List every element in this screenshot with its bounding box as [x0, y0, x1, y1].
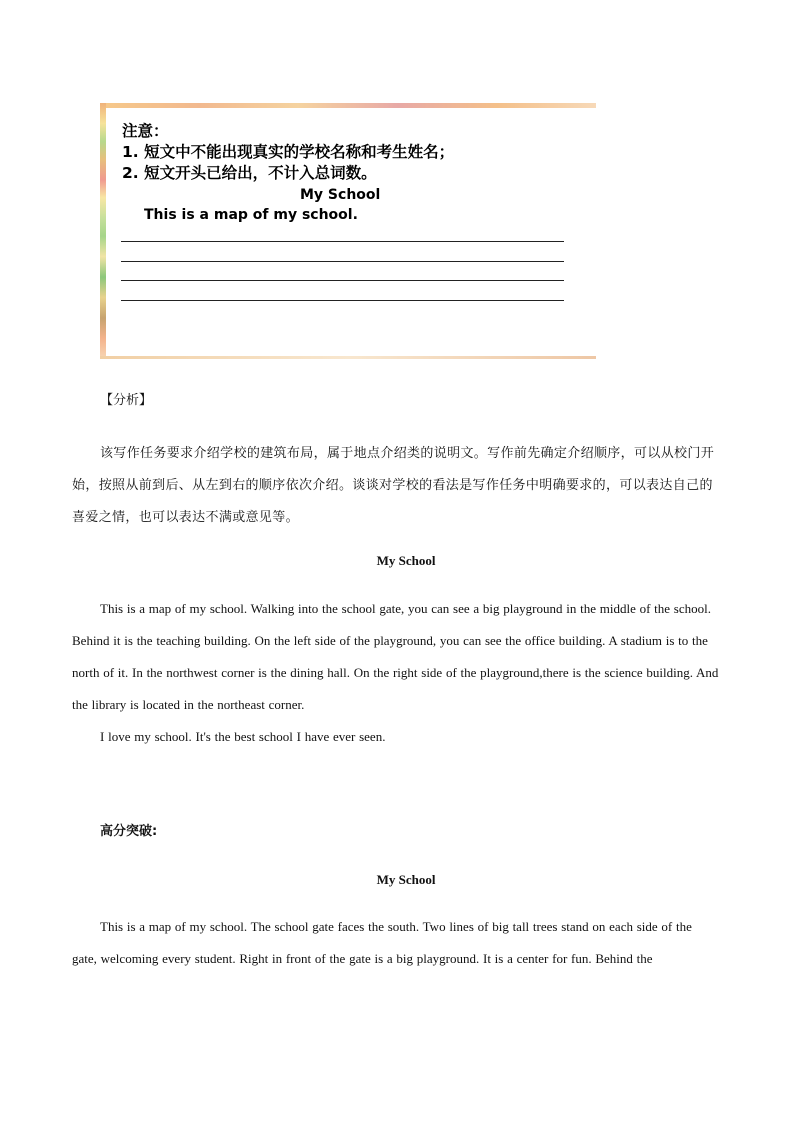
task-essay-title: My School [300, 187, 381, 203]
task-opening-sentence: This is a map of my school. [144, 207, 358, 223]
high-score-heading: 高分突破: [100, 824, 158, 839]
writing-task-image [100, 103, 596, 359]
analysis-paragraph: 该写作任务要求介绍学校的建筑布局，属于地点介绍类的说明文。写作前先确定介绍顺序，可以从校门开始，按照从前到后、从左到右的顺序依次介绍。谈谈对学校的看法是写作任务中明确要求的，可以表达自己的喜爱之情，也可以表达不满或意见等。 [72, 446, 715, 525]
decorative-bottom-border [100, 356, 596, 359]
notes-heading: 注意： [122, 122, 169, 140]
note-rule-1: 1. 短文中不能出现真实的学校名称和考生姓名； [122, 143, 455, 161]
essay-1-title: My School [376, 553, 436, 568]
answer-line [121, 300, 564, 301]
analysis-heading: 【分析】 [100, 393, 153, 408]
essay-2-paragraph-1: This is a map of my school. The school gate faces the south. Two lines of big tall trees stand on each side of the gate, welcoming every student. Right in front of the gate is a big playground. It is a center for fun. Behind the [72, 919, 692, 966]
answer-line [121, 261, 564, 262]
decorative-top-border [100, 103, 596, 108]
note-rule-2: 2. 短文开头已给出，不计入总词数。 [122, 164, 377, 182]
essay-2-title: My School [376, 872, 436, 887]
essay-1-paragraph-1: This is a map of my school. Walking into the school gate, you can see a big playground in the middle of the school. Behind it is the teaching building. On the left side of the playground, you can see the office building. A stadium is to the north of it. In the northwest corner is the dining hall. On the right side of the playground,there is the science building. And the library is located in the northeast corner. [72, 601, 719, 712]
answer-line [121, 241, 564, 242]
answer-line [121, 280, 564, 281]
essay-1-paragraph-2: I love my school. It's the best school I have ever seen. [100, 729, 386, 744]
decorative-left-border [100, 103, 106, 359]
task-notes [122, 121, 592, 225]
answer-lines [121, 241, 564, 319]
